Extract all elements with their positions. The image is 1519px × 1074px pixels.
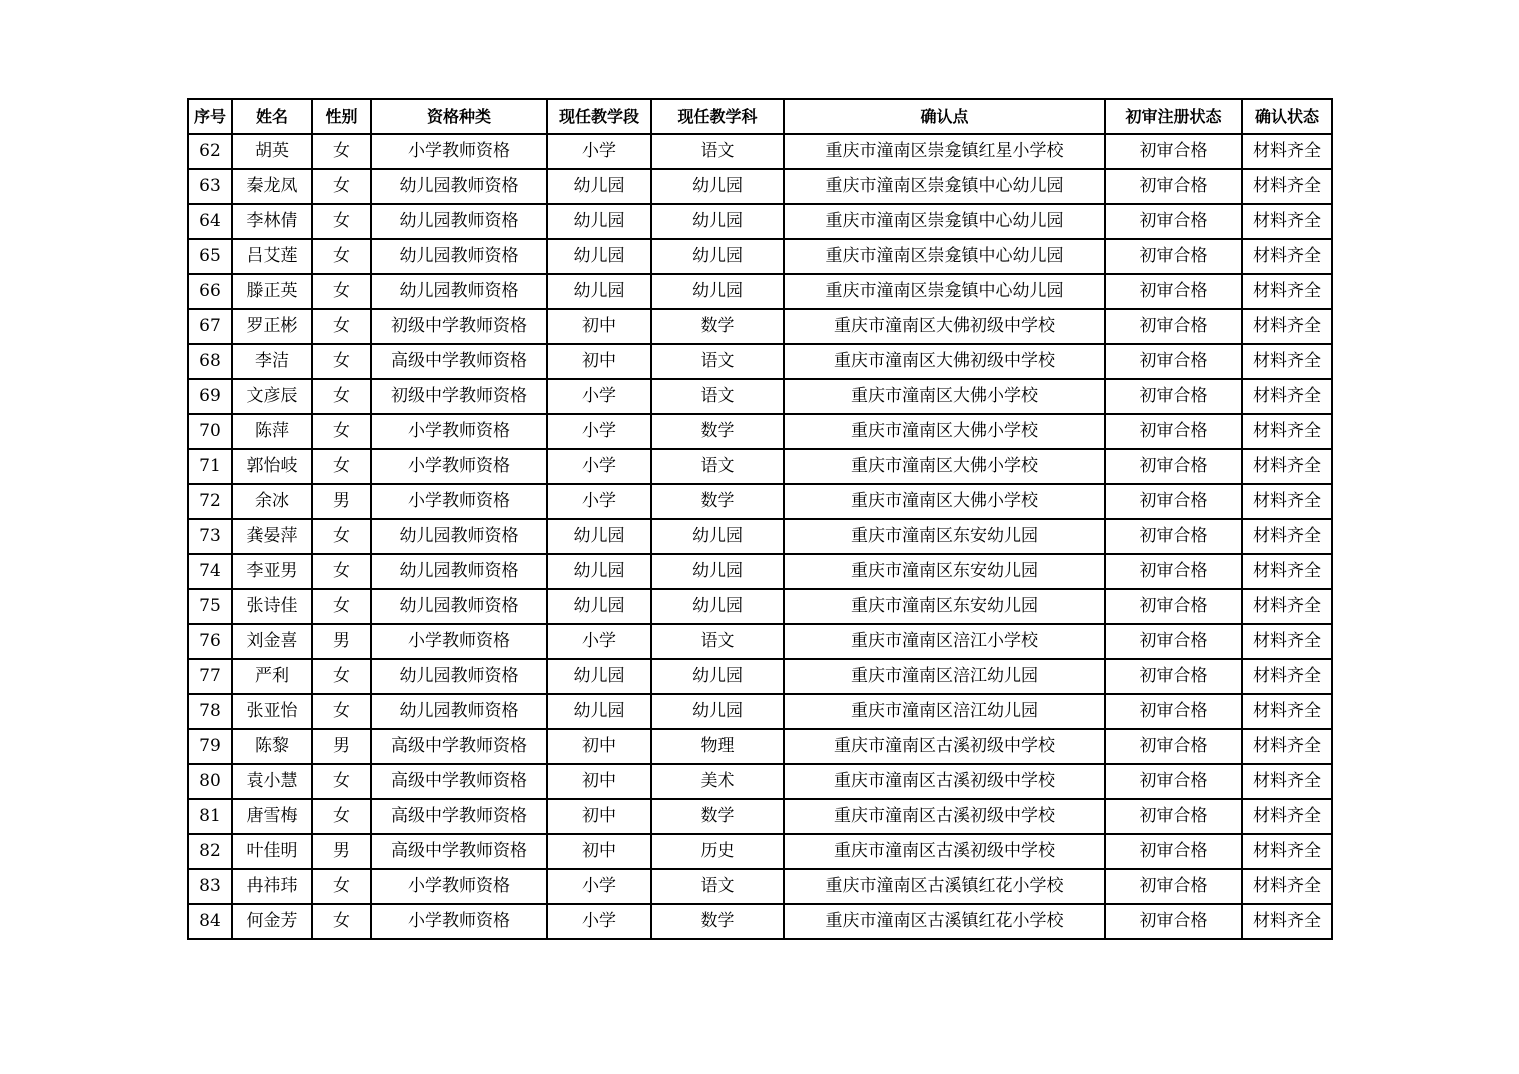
cell-name: 文彦辰 [232,379,312,414]
cell-confirmation-status: 材料齐全 [1242,624,1332,659]
cell-teaching-subject: 幼儿园 [651,169,784,204]
cell-confirmation-status: 材料齐全 [1242,904,1332,939]
cell-index: 80 [188,764,232,799]
cell-teaching-subject: 语文 [651,344,784,379]
cell-teaching-level: 幼儿园 [547,589,651,624]
cell-review-status: 初审合格 [1105,659,1242,694]
cell-confirmation-site: 重庆市潼南区崇龛镇中心幼儿园 [784,204,1105,239]
cell-gender: 女 [312,379,371,414]
cell-gender: 女 [312,309,371,344]
cell-name: 秦龙凤 [232,169,312,204]
cell-gender: 女 [312,449,371,484]
cell-qualification-type: 小学教师资格 [371,624,547,659]
cell-index: 67 [188,309,232,344]
table-header-row [188,99,1332,134]
cell-confirmation-status: 材料齐全 [1242,869,1332,904]
cell-teaching-subject: 语文 [651,869,784,904]
cell-confirmation-status: 材料齐全 [1242,834,1332,869]
cell-confirmation-status: 材料齐全 [1242,274,1332,309]
cell-qualification-type: 幼儿园教师资格 [371,204,547,239]
table-row [188,344,1332,379]
cell-confirmation-site: 重庆市潼南区大佛小学校 [784,414,1105,449]
column-header-index: 序号 [188,99,232,134]
cell-teaching-subject: 数学 [651,799,784,834]
cell-teaching-level: 幼儿园 [547,519,651,554]
cell-teaching-level: 幼儿园 [547,694,651,729]
cell-index: 66 [188,274,232,309]
cell-review-status: 初审合格 [1105,799,1242,834]
cell-confirmation-site: 重庆市潼南区大佛小学校 [784,449,1105,484]
cell-index: 68 [188,344,232,379]
cell-qualification-type: 幼儿园教师资格 [371,239,547,274]
cell-confirmation-site: 重庆市潼南区古溪初级中学校 [784,834,1105,869]
cell-index: 77 [188,659,232,694]
table-body [188,134,1332,939]
teacher-qualification-table [187,98,1333,940]
cell-gender: 男 [312,834,371,869]
cell-teaching-level: 初中 [547,764,651,799]
cell-teaching-level: 幼儿园 [547,274,651,309]
cell-teaching-level: 初中 [547,309,651,344]
cell-name: 李亚男 [232,554,312,589]
cell-confirmation-site: 重庆市潼南区古溪初级中学校 [784,799,1105,834]
table-row [188,309,1332,344]
cell-qualification-type: 高级中学教师资格 [371,834,547,869]
cell-teaching-subject: 幼儿园 [651,554,784,589]
cell-index: 70 [188,414,232,449]
cell-confirmation-site: 重庆市潼南区大佛小学校 [784,484,1105,519]
cell-name: 罗正彬 [232,309,312,344]
cell-review-status: 初审合格 [1105,239,1242,274]
cell-gender: 男 [312,484,371,519]
cell-teaching-level: 小学 [547,904,651,939]
cell-confirmation-status: 材料齐全 [1242,379,1332,414]
cell-teaching-level: 小学 [547,624,651,659]
table-row [188,694,1332,729]
table-row [188,239,1332,274]
cell-gender: 女 [312,414,371,449]
cell-teaching-subject: 数学 [651,484,784,519]
cell-teaching-level: 初中 [547,834,651,869]
column-header-name: 姓名 [232,99,312,134]
cell-gender: 女 [312,274,371,309]
cell-name: 袁小慧 [232,764,312,799]
cell-gender: 男 [312,624,371,659]
cell-qualification-type: 幼儿园教师资格 [371,169,547,204]
cell-review-status: 初审合格 [1105,554,1242,589]
cell-qualification-type: 小学教师资格 [371,869,547,904]
cell-name: 郭怡岐 [232,449,312,484]
table-row [188,274,1332,309]
table-row [188,659,1332,694]
cell-teaching-subject: 物理 [651,729,784,764]
cell-review-status: 初审合格 [1105,764,1242,799]
cell-teaching-subject: 幼儿园 [651,274,784,309]
cell-teaching-subject: 幼儿园 [651,694,784,729]
cell-gender: 女 [312,799,371,834]
cell-confirmation-status: 材料齐全 [1242,764,1332,799]
cell-teaching-level: 小学 [547,379,651,414]
column-header-review-status: 初审注册状态 [1105,99,1242,134]
table-row [188,554,1332,589]
cell-confirmation-site: 重庆市潼南区崇龛镇中心幼儿园 [784,239,1105,274]
cell-name: 叶佳明 [232,834,312,869]
cell-confirmation-site: 重庆市潼南区崇龛镇中心幼儿园 [784,169,1105,204]
cell-index: 73 [188,519,232,554]
cell-gender: 女 [312,169,371,204]
cell-name: 唐雪梅 [232,799,312,834]
cell-teaching-level: 初中 [547,729,651,764]
column-header-gender: 性别 [312,99,371,134]
cell-teaching-subject: 语文 [651,624,784,659]
table-row [188,379,1332,414]
cell-gender: 女 [312,764,371,799]
cell-index: 75 [188,589,232,624]
cell-review-status: 初审合格 [1105,869,1242,904]
cell-review-status: 初审合格 [1105,134,1242,169]
cell-qualification-type: 初级中学教师资格 [371,379,547,414]
cell-teaching-level: 幼儿园 [547,169,651,204]
cell-qualification-type: 高级中学教师资格 [371,729,547,764]
cell-confirmation-status: 材料齐全 [1242,519,1332,554]
cell-review-status: 初审合格 [1105,624,1242,659]
cell-confirmation-status: 材料齐全 [1242,729,1332,764]
cell-gender: 女 [312,239,371,274]
cell-name: 余冰 [232,484,312,519]
cell-gender: 男 [312,729,371,764]
cell-index: 81 [188,799,232,834]
cell-qualification-type: 小学教师资格 [371,414,547,449]
cell-review-status: 初审合格 [1105,589,1242,624]
cell-teaching-subject: 历史 [651,834,784,869]
table-row [188,519,1332,554]
column-header-qualification-type: 资格种类 [371,99,547,134]
cell-review-status: 初审合格 [1105,204,1242,239]
cell-confirmation-site: 重庆市潼南区大佛初级中学校 [784,309,1105,344]
cell-gender: 女 [312,904,371,939]
cell-index: 65 [188,239,232,274]
table-row [188,869,1332,904]
cell-index: 74 [188,554,232,589]
cell-teaching-level: 小学 [547,414,651,449]
cell-gender: 女 [312,344,371,379]
cell-confirmation-status: 材料齐全 [1242,414,1332,449]
cell-name: 胡英 [232,134,312,169]
cell-teaching-subject: 语文 [651,449,784,484]
cell-confirmation-status: 材料齐全 [1242,134,1332,169]
cell-confirmation-site: 重庆市潼南区大佛小学校 [784,379,1105,414]
table-row [188,134,1332,169]
cell-confirmation-site: 重庆市潼南区涪江小学校 [784,624,1105,659]
table-row [188,799,1332,834]
cell-name: 滕正英 [232,274,312,309]
cell-name: 陈萍 [232,414,312,449]
cell-qualification-type: 幼儿园教师资格 [371,274,547,309]
cell-gender: 女 [312,204,371,239]
cell-index: 79 [188,729,232,764]
cell-teaching-subject: 幼儿园 [651,659,784,694]
table-row [188,204,1332,239]
table-row [188,729,1332,764]
cell-teaching-level: 小学 [547,134,651,169]
cell-qualification-type: 高级中学教师资格 [371,799,547,834]
table-row [188,169,1332,204]
cell-confirmation-site: 重庆市潼南区涪江幼儿园 [784,659,1105,694]
cell-teaching-subject: 数学 [651,414,784,449]
cell-name: 张亚怡 [232,694,312,729]
cell-gender: 女 [312,659,371,694]
column-header-confirmation-status: 确认状态 [1242,99,1332,134]
cell-index: 76 [188,624,232,659]
cell-review-status: 初审合格 [1105,519,1242,554]
column-header-teaching-subject: 现任教学科 [651,99,784,134]
cell-index: 63 [188,169,232,204]
cell-teaching-level: 小学 [547,869,651,904]
cell-confirmation-status: 材料齐全 [1242,554,1332,589]
cell-teaching-level: 初中 [547,799,651,834]
table-row [188,764,1332,799]
cell-confirmation-status: 材料齐全 [1242,309,1332,344]
cell-teaching-level: 小学 [547,484,651,519]
cell-index: 69 [188,379,232,414]
cell-teaching-level: 幼儿园 [547,239,651,274]
table-row [188,484,1332,519]
cell-confirmation-site: 重庆市潼南区大佛初级中学校 [784,344,1105,379]
table-row [188,834,1332,869]
cell-confirmation-status: 材料齐全 [1242,694,1332,729]
cell-qualification-type: 高级中学教师资格 [371,764,547,799]
cell-index: 62 [188,134,232,169]
cell-confirmation-site: 重庆市潼南区东安幼儿园 [784,589,1105,624]
table-row [188,904,1332,939]
cell-qualification-type: 幼儿园教师资格 [371,519,547,554]
cell-confirmation-status: 材料齐全 [1242,239,1332,274]
cell-confirmation-status: 材料齐全 [1242,344,1332,379]
cell-confirmation-status: 材料齐全 [1242,449,1332,484]
cell-review-status: 初审合格 [1105,449,1242,484]
cell-confirmation-site: 重庆市潼南区东安幼儿园 [784,519,1105,554]
table-row [188,624,1332,659]
cell-teaching-level: 幼儿园 [547,659,651,694]
cell-confirmation-site: 重庆市潼南区古溪初级中学校 [784,729,1105,764]
cell-review-status: 初审合格 [1105,729,1242,764]
cell-qualification-type: 高级中学教师资格 [371,344,547,379]
cell-name: 严利 [232,659,312,694]
cell-teaching-level: 初中 [547,344,651,379]
table-row [188,414,1332,449]
cell-review-status: 初审合格 [1105,834,1242,869]
cell-confirmation-site: 重庆市潼南区东安幼儿园 [784,554,1105,589]
cell-qualification-type: 幼儿园教师资格 [371,554,547,589]
cell-index: 78 [188,694,232,729]
cell-index: 83 [188,869,232,904]
cell-confirmation-status: 材料齐全 [1242,659,1332,694]
cell-gender: 女 [312,134,371,169]
cell-qualification-type: 小学教师资格 [371,904,547,939]
table-row [188,449,1332,484]
cell-teaching-subject: 幼儿园 [651,204,784,239]
cell-qualification-type: 幼儿园教师资格 [371,694,547,729]
cell-teaching-subject: 语文 [651,134,784,169]
cell-name: 何金芳 [232,904,312,939]
table-row [188,589,1332,624]
cell-gender: 女 [312,519,371,554]
cell-teaching-subject: 数学 [651,904,784,939]
cell-review-status: 初审合格 [1105,344,1242,379]
cell-gender: 女 [312,554,371,589]
cell-qualification-type: 小学教师资格 [371,484,547,519]
cell-teaching-subject: 数学 [651,309,784,344]
cell-teaching-subject: 幼儿园 [651,519,784,554]
cell-confirmation-site: 重庆市潼南区涪江幼儿园 [784,694,1105,729]
cell-teaching-subject: 幼儿园 [651,239,784,274]
cell-review-status: 初审合格 [1105,274,1242,309]
cell-gender: 女 [312,694,371,729]
cell-index: 71 [188,449,232,484]
cell-confirmation-status: 材料齐全 [1242,169,1332,204]
cell-gender: 女 [312,869,371,904]
cell-review-status: 初审合格 [1105,379,1242,414]
cell-teaching-level: 小学 [547,449,651,484]
column-header-confirmation-site: 确认点 [784,99,1105,134]
cell-qualification-type: 幼儿园教师资格 [371,589,547,624]
cell-name: 冉祎玮 [232,869,312,904]
cell-name: 陈黎 [232,729,312,764]
cell-confirmation-site: 重庆市潼南区古溪镇红花小学校 [784,869,1105,904]
cell-review-status: 初审合格 [1105,694,1242,729]
cell-index: 84 [188,904,232,939]
cell-confirmation-site: 重庆市潼南区崇龛镇红星小学校 [784,134,1105,169]
cell-confirmation-site: 重庆市潼南区古溪镇红花小学校 [784,904,1105,939]
cell-review-status: 初审合格 [1105,484,1242,519]
cell-name: 吕艾莲 [232,239,312,274]
cell-review-status: 初审合格 [1105,169,1242,204]
cell-confirmation-status: 材料齐全 [1242,204,1332,239]
cell-gender: 女 [312,589,371,624]
cell-name: 刘金喜 [232,624,312,659]
cell-teaching-subject: 美术 [651,764,784,799]
cell-name: 龚晏萍 [232,519,312,554]
cell-name: 李洁 [232,344,312,379]
cell-teaching-level: 幼儿园 [547,554,651,589]
cell-confirmation-site: 重庆市潼南区古溪初级中学校 [784,764,1105,799]
cell-qualification-type: 幼儿园教师资格 [371,659,547,694]
cell-teaching-subject: 语文 [651,379,784,414]
cell-qualification-type: 小学教师资格 [371,449,547,484]
cell-index: 72 [188,484,232,519]
cell-qualification-type: 小学教师资格 [371,134,547,169]
cell-confirmation-status: 材料齐全 [1242,589,1332,624]
cell-teaching-level: 幼儿园 [547,204,651,239]
cell-teaching-subject: 幼儿园 [651,589,784,624]
cell-name: 李林倩 [232,204,312,239]
cell-review-status: 初审合格 [1105,904,1242,939]
cell-confirmation-status: 材料齐全 [1242,484,1332,519]
cell-confirmation-status: 材料齐全 [1242,799,1332,834]
cell-name: 张诗佳 [232,589,312,624]
column-header-teaching-level: 现任教学段 [547,99,651,134]
cell-index: 64 [188,204,232,239]
cell-review-status: 初审合格 [1105,309,1242,344]
cell-confirmation-site: 重庆市潼南区崇龛镇中心幼儿园 [784,274,1105,309]
cell-qualification-type: 初级中学教师资格 [371,309,547,344]
cell-review-status: 初审合格 [1105,414,1242,449]
cell-index: 82 [188,834,232,869]
